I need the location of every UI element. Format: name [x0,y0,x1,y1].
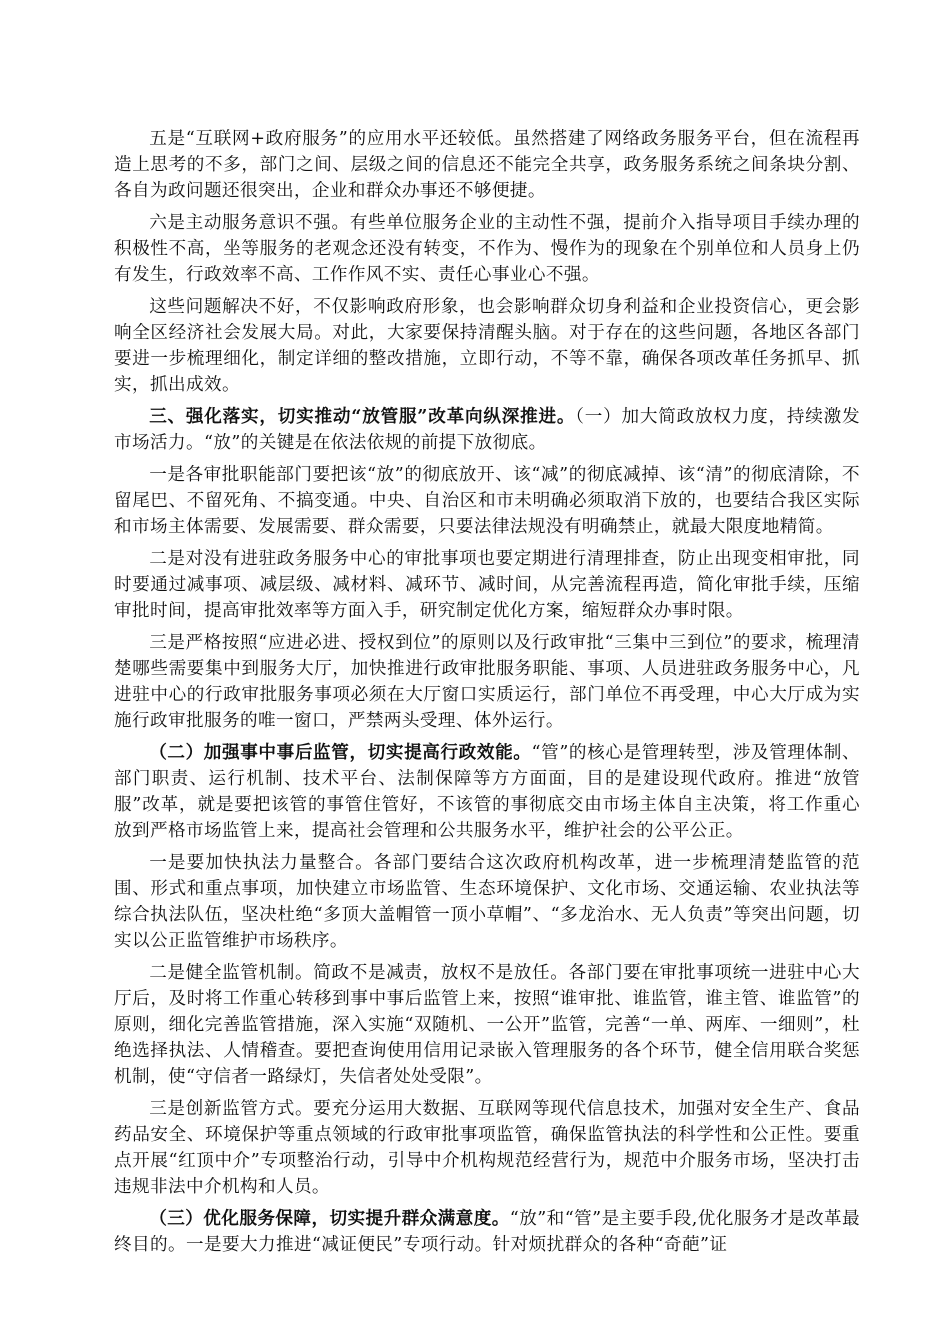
paragraph-supervision-2: 二是健全监管机制。简政不是减责，放权不是放任。各部门要在审批事项统一进驻中心大厅后，及时将工作重心转移到事中事后监管上来，按照“谁审批、谁监管，谁主管、谁监管”的原则，细化完善监管措施，深入实施“双随机、一公开”监管，完善“一单、两库、一细则”，杜绝选择执法、人情稽查。要把查询使用信用记录嵌入管理服务的各个环节，健全信用联合奖惩机制，使“守信者一路绿灯，失信者处处受限”。 [114,963,860,1087]
subsection-heading: （三）优化服务保障，切实提升群众满意度。 [149,1208,510,1229]
subsection-three-paragraph: （三）优化服务保障，切实提升群众满意度。“放”和“管”是主要手段,优化服务才是改革最终目的。一是要大力推进“减证便民”专项行动。针对烦扰群众的各种“奇葩”证 [114,1208,860,1255]
paragraph-supervision-1: 一是要加快执法力量整合。各部门要结合这次政府机构改革，进一步梳理清楚监管的范围、形式和重点事项，加快建立市场监管、生态环境保护、文化市场、交通运输、农业执法等综合执法队伍，坚决杜绝“多顶大盖帽管一顶小草帽”、“多龙治水、无人负责”等突出问题，切实以公正监管维护市场秩序。 [114,853,860,951]
paragraph-item-6: 六是主动服务意识不强。有些单位服务企业的主动性不强，提前介入指导项目手续办理的积极性不高，坐等服务的老观念还没有转变，不作为、慢作为的现象在个别单位和人员身上仍有发生，行政效率不高、工作作风不实、责任心事业心不强。 [114,213,860,285]
subsection-two-paragraph: （二）加强事中事后监管，切实提高行政效能。“管”的核心是管理转型，涉及管理体制、部门职责、运行机制、技术平台、法制保障等方方面面，目的是建设现代政府。推进“放管服”改革，就是要把该管的事管住管好，不该管的事彻底交由市场主体自主决策，将工作重心放到严格市场监管上来，提高社会管理和公共服务水平，维护社会的公平公正。 [114,742,861,841]
section-three-heading-paragraph: 三、强化落实，切实推动“放管服”改革向纵深推进。（一）加大简政放权力度，持续激发市场活力。“放”的关键是在依法依规的前提下放彻底。 [114,406,860,453]
subsection-heading: （二）加强事中事后监管，切实提高行政效能。 [149,742,532,763]
paragraph-release-3: 三是严格按照“应进必进、授权到位”的原则以及行政审批“三集中三到位”的要求，梳理清楚哪些需要集中到服务大厅，加快推进行政审批服务职能、事项、人员进驻政务服务中心，凡进驻中心的行政审批服务事项必须在大厅窗口实质运行，部门单位不再受理，中心大厅成为实施行政审批服务的唯一窗口，严禁两头受理、体外运行。 [114,633,860,731]
paragraph-release-2: 二是对没有进驻政务服务中心的审批事项也要定期进行清理排查，防止出现变相审批，同时要通过减事项、减层级、减材料、减环节、减时间，从完善流程再造，简化审批手续，压缩审批时间，提高审批效率等方面入手，研究制定优化方案，缩短群众办事时限。 [114,549,860,621]
paragraph-item-5: 五是“互联网+政府服务”的应用水平还较低。虽然搭建了网络政务服务平台，但在流程再造上思考的不多，部门之间、层级之间的信息还不能完全共享，政务服务系统之间条块分割、各自为政问题还很突出，企业和群众办事还不够便捷。 [114,129,860,201]
paragraph-summary: 这些问题解决不好，不仅影响政府形象，也会影响群众切身利益和企业投资信心，更会影响全区经济社会发展大局。对此，大家要保持清醒头脑。对于存在的这些问题，各地区各部门要进一步梳理细化，制定详细的整改措施，立即行动，不等不靠，确保各项改革任务抓早、抓实，抓出成效。 [114,297,860,395]
paragraph-release-1: 一是各审批职能部门要把该“放”的彻底放开、该“减”的彻底减掉、该“清”的彻底清除，不留尾巴、不留死角、不搞变通。中央、自治区和市未明确必须取消下放的，也要结合我区实际和市场主体需要、发展需要、群众需要，只要法律法规没有明确禁止，就最大限度地精简。 [114,465,860,537]
paragraph-supervision-3: 三是创新监管方式。要充分运用大数据、互联网等现代信息技术，加强对安全生产、食品药品安全、环境保护等重点领域的行政审批事项监管，确保监管执法的科学性和公正性。要重点开展“红顶中介”专项整治行动，引导中介机构规范经营行为，规范中介服务市场，坚决打击违规非法中介机构和人员。 [114,1099,860,1197]
section-heading: 三、强化落实，切实推动“放管服”改革向纵深推进。 [149,406,576,427]
